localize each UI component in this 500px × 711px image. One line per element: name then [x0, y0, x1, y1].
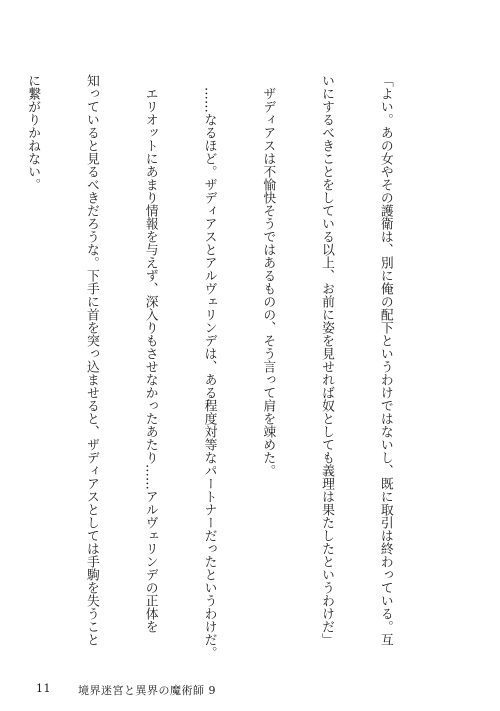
- body-text: [0, 74, 434, 659]
- text-line: 「よい。あの女やその護衛は、別に俺の配下というわけではないし、既に取引は終わっている。互: [377, 74, 393, 646]
- text-line: エリオットにあまり情報を与えず、深入りもさせなかったあたり……アルヴェリンデの正体を: [142, 74, 158, 633]
- book-title: 境界迷宮と異界の魔術師 9: [78, 684, 216, 697]
- text-line: ザディアスは不愉快そうではあるものの、そう言って肩を竦めた。: [260, 74, 276, 477]
- text-line: ……なるほど。ザディアスとアルヴェリンデは、ある程度対等なパートナーだったというわけだ。: [201, 74, 217, 659]
- text-line: に繋がりかねない。: [25, 74, 41, 191]
- text-line: いにするべきことをしている以上、お前に姿を見せれば奴としても義理は果たしたというわけだ」: [319, 74, 335, 646]
- page-number: 11: [36, 682, 51, 695]
- text-line: 知っていると見るべきだろうな。下手に首を突っ込ませると、ザディアスとしては手駒を失うこと: [83, 74, 99, 646]
